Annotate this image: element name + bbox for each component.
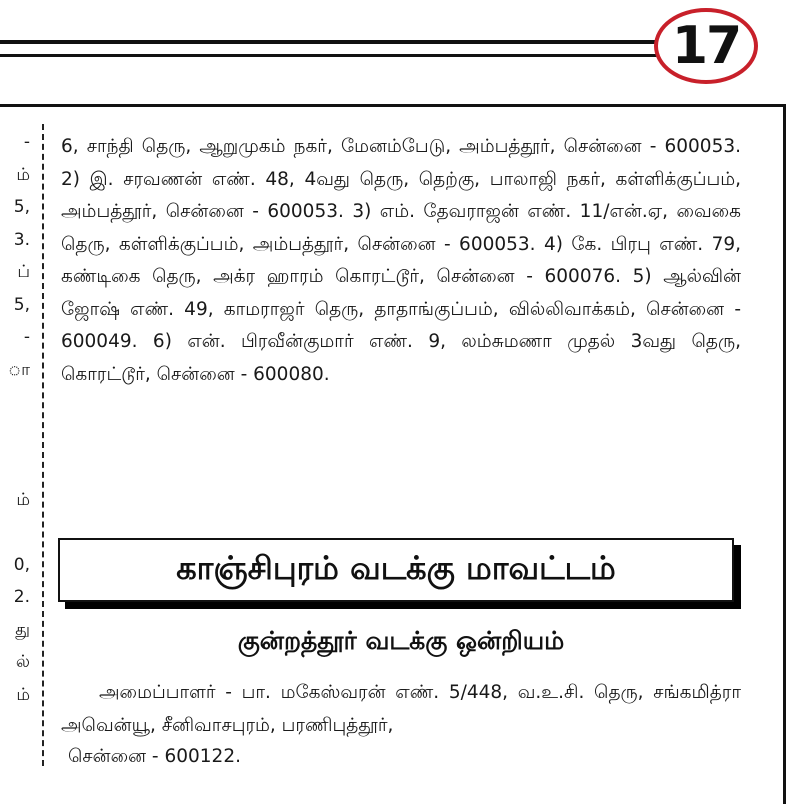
left-fragment-line: து: [15, 619, 30, 640]
left-fragment-line: 2.: [13, 587, 30, 607]
left-fragment-line: 3.: [13, 229, 30, 250]
cut-off-text-line: [68, 746, 308, 767]
page-number-badge: [654, 8, 758, 84]
district-heading: காஞ்சிபுரம் வடக்கு மாவட்டம்: [176, 549, 616, 587]
left-fragment-line: ம்: [16, 684, 30, 705]
header-rule-bottom: [0, 54, 672, 57]
left-fragment-line: ம்: [16, 489, 30, 510]
organizer-paragraph: [61, 676, 741, 742]
left-fragment-line: -: [23, 132, 30, 152]
union-heading: குன்றத்தூர் வடக்கு ஒன்றியம்: [237, 626, 565, 655]
left-fragment-line: [0, 419, 30, 452]
organizer-text: அமைப்பாளர் - பா. மகேஸ்வரன் எண். 5/448, வ.உ.சி. தெரு, சங்கமித்ரா அவென்யூ, சீனிவாசபுரம், பரணிபுத்தூர்,: [61, 682, 741, 736]
left-fragment-line: ப்: [17, 262, 30, 282]
left-fragment-line: [0, 516, 30, 549]
left-fragment-line: [0, 386, 30, 419]
page-number: 17: [671, 16, 741, 76]
left-fragment-line: 5,: [13, 197, 30, 217]
district-heading-banner: [58, 538, 734, 602]
left-column-fragment: [0, 126, 30, 711]
left-fragment-line: ல்: [15, 652, 30, 672]
left-fragment-line: ா: [8, 359, 30, 380]
member-list-paragraph: [61, 131, 741, 391]
left-fragment-line: 5,: [13, 294, 30, 315]
column-divider: [42, 124, 44, 766]
cut-off-text: சென்னை - 600122.: [68, 746, 241, 767]
member-list-text: 6, சாந்தி தெரு, ஆறுமுகம் நகர், மேனம்பேடு, அம்பத்தூர், சென்னை - 600053. 2) இ. சரவணன் எண். 48, 4வது தெரு, தெற்கு, பாலாஜி நகர், கள்ளிக்குப்பம், அம்பத்தூர், சென்னை - 600053. 3) எம். தேவராஜன் எண். 11/என்.ஏ, வைகை தெரு, கள்ளிக்குப்பம், அம்பத்தூர், சென்னை - 600053. 4) கே. பிரபு எண். 79, கண்டிகை தெரு, அக்ர ஹாரம் கொரட்டூர், சென்னை - 600076. 5) ஆல்வின் ஜோஷ் எண். 49, காமராஜர் தெரு, தாதாங்குப்பம், வில்லிவாக்கம், சென்னை - 600049. 6) என். பிரவீன்குமார் எண். 9, லம்சுமணா முதல் 3வது தெரு, கொரட்டூர், சென்னை - 600080.: [61, 136, 741, 385]
left-fragment-line: ம்: [16, 164, 30, 185]
left-fragment-line: [0, 451, 30, 484]
header-rule-top: [0, 40, 672, 44]
left-fragment-line: -: [23, 327, 30, 347]
left-fragment-line: 0,: [13, 554, 30, 575]
